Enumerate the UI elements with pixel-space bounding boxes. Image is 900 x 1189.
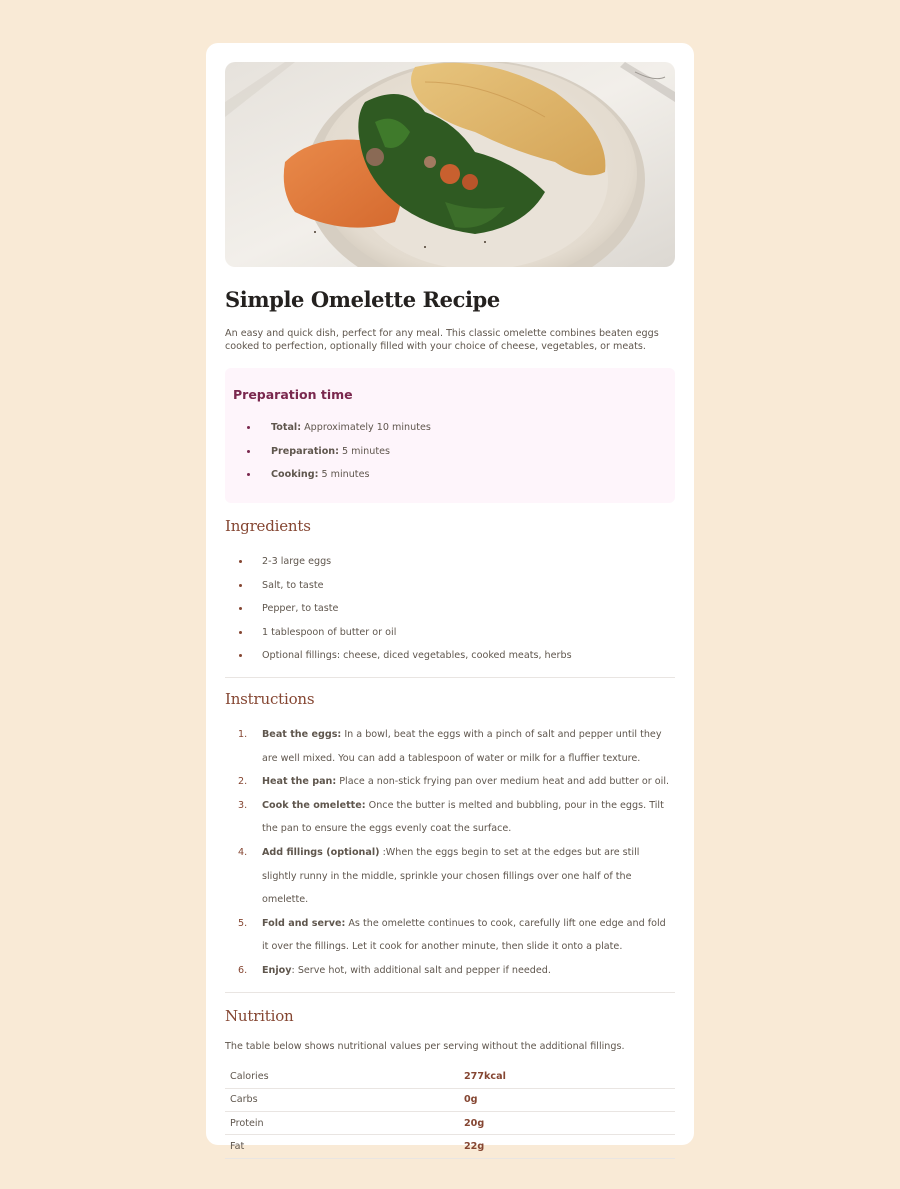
ingredients-list xyxy=(225,550,675,668)
list-item: Pepper, to taste xyxy=(225,597,675,621)
nutrient-name: Fat xyxy=(225,1135,464,1158)
prep-label: Preparation: xyxy=(271,445,339,457)
nutrition-table xyxy=(225,1066,675,1159)
table-row xyxy=(225,1066,675,1089)
nutrition-heading: Nutrition xyxy=(225,1006,294,1025)
step-text: :When the eggs begin to set at the edges but are still slightly runny in the middle, sprinkle your chosen fillings over one half of the omelette. xyxy=(262,846,640,906)
list-item xyxy=(233,463,667,487)
ingredients-section xyxy=(225,515,675,668)
preparation-time-list xyxy=(233,416,667,487)
nutrition-intro: The table below shows nutritional values per serving without the additional fillings. xyxy=(225,1040,625,1052)
list-item: Salt, to taste xyxy=(225,574,675,598)
step-number: 4. xyxy=(238,846,248,858)
nutrient-name: Carbs xyxy=(225,1088,464,1111)
nutrient-value: 22g xyxy=(464,1135,675,1158)
instructions-heading: Instructions xyxy=(225,689,315,708)
list-item: 1 tablespoon of butter or oil xyxy=(225,621,675,645)
prep-label: Total: xyxy=(271,422,302,433)
list-item xyxy=(225,841,675,912)
step-label: Beat the eggs: xyxy=(262,728,342,740)
step-text: Place a non-stick frying pan over medium heat and add butter or oil. xyxy=(336,776,670,788)
step-text: : Serve hot, with additional salt and pepper if needed. xyxy=(291,964,551,976)
list-item xyxy=(233,416,667,440)
preparation-time-heading: Preparation time xyxy=(233,387,353,402)
table-row xyxy=(225,1135,675,1158)
list-item: Optional fillings: cheese, diced vegetables, cooked meats, herbs xyxy=(225,644,675,668)
ingredients-heading: Ingredients xyxy=(225,517,311,535)
nutrient-name: Calories xyxy=(225,1066,464,1089)
list-item: 2-3 large eggs xyxy=(225,550,675,574)
step-label: Add fillings (optional) xyxy=(262,846,380,858)
nutrient-name: Protein xyxy=(225,1112,464,1135)
step-text: Once the butter is melted and bubbling, pour in the eggs. Tilt the pan to ensure the eggs evenly coat the surface. xyxy=(262,799,664,835)
step-label: Cook the omelette: xyxy=(262,799,366,811)
list-item xyxy=(225,770,675,794)
instructions-list xyxy=(225,723,675,983)
prep-value: 5 minutes xyxy=(338,445,390,457)
section-divider xyxy=(225,992,675,993)
prep-value: Approximately 10 minutes xyxy=(301,422,431,433)
step-number: 3. xyxy=(238,799,248,811)
list-item xyxy=(225,912,675,959)
step-label: Fold and serve: xyxy=(262,917,346,929)
step-number: 5. xyxy=(238,917,248,929)
omelette-photo xyxy=(225,62,675,267)
step-text: In a bowl, beat the eggs with a pinch of salt and pepper until they are well mixed. You can add a tablespoon of water or milk for a fluffier texture. xyxy=(262,728,662,764)
prep-value: 5 minutes xyxy=(318,469,370,480)
table-row xyxy=(225,1088,675,1111)
table-row xyxy=(225,1112,675,1135)
nutrient-value: 277kcal xyxy=(464,1066,675,1089)
recipe-title: Simple Omelette Recipe xyxy=(225,287,500,312)
section-divider xyxy=(225,677,675,678)
recipe-intro: An easy and quick dish, perfect for any meal. This classic omelette combines beaten eggs cooked to perfection, optionally filled with your choice of cheese, vegetables, or meats. xyxy=(225,328,659,352)
prep-label: Cooking: xyxy=(271,469,319,480)
list-item xyxy=(225,794,675,841)
step-text: As the omelette continues to cook, carefully lift one edge and fold it over the fillings. Let it cook for another minute, then slide it onto a plate. xyxy=(262,917,666,953)
nutrient-value: 0g xyxy=(464,1088,675,1111)
preparation-time-box xyxy=(225,368,675,503)
list-item xyxy=(225,723,675,770)
step-label: Heat the pan: xyxy=(262,776,337,788)
list-item xyxy=(225,959,675,983)
step-number: 2. xyxy=(238,776,248,788)
step-label: Enjoy xyxy=(262,964,292,976)
nutrient-value: 20g xyxy=(464,1112,675,1135)
nutrition-section xyxy=(225,1005,675,1159)
list-item xyxy=(233,440,667,464)
instructions-section xyxy=(225,688,675,983)
step-number: 1. xyxy=(238,728,248,740)
step-number: 6. xyxy=(238,964,248,976)
recipe-card xyxy=(206,43,694,1153)
